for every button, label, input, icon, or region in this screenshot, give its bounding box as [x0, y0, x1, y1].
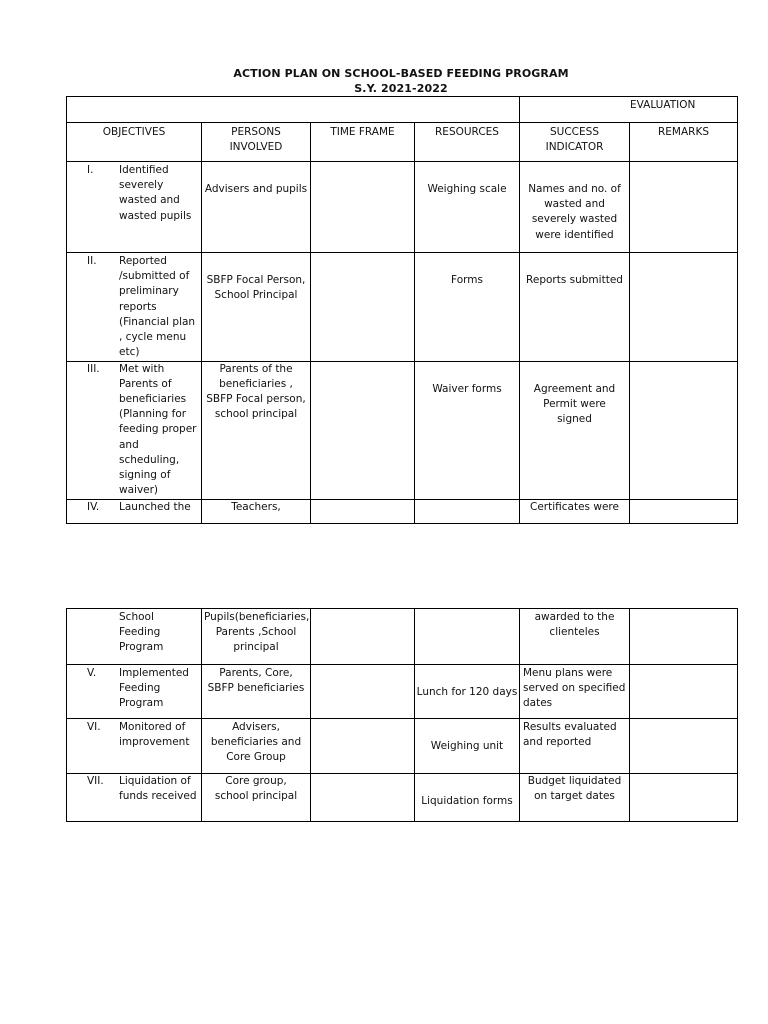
persons-cell: Advisers, beneficiaries and Core Group	[202, 719, 311, 774]
table-row	[67, 665, 738, 719]
success-cell: Certificates were	[520, 499, 630, 523]
row-number: V.	[87, 667, 97, 679]
remarks-cell	[630, 665, 738, 719]
row-number: II.	[87, 255, 97, 267]
persons-cell: Parents of the beneficiaries , SBFP Focal person, school principal	[202, 361, 311, 499]
action-plan-table-part-2	[66, 608, 738, 822]
remarks-header: REMARKS	[630, 123, 738, 162]
table-row	[67, 499, 738, 523]
success-cell: Budget liquidated on target dates	[520, 774, 630, 822]
row-number: VII.	[87, 775, 104, 787]
objective-text: Launched the	[119, 500, 191, 513]
time-frame-cell	[311, 499, 415, 523]
time-frame-cell	[311, 665, 415, 719]
persons-cell: SBFP Focal Person, School Principal	[202, 253, 311, 362]
evaluation-header: EVALUATION	[520, 97, 738, 123]
remarks-cell	[630, 499, 738, 523]
objective-text: School Feeding Program	[119, 611, 164, 654]
row-number: I.	[87, 164, 94, 176]
document-title: ACTION PLAN ON SCHOOL-BASED FEEDING PROGRAM	[233, 67, 569, 80]
resources-cell: Liquidation forms	[415, 774, 520, 822]
remarks-cell	[630, 719, 738, 774]
objectives-header: OBJECTIVES	[67, 123, 202, 162]
persons-cell: Parents, Core, SBFP beneficiaries	[202, 665, 311, 719]
table-row	[67, 253, 738, 362]
table-row	[67, 609, 738, 665]
success-cell: Menu plans were served on specified dates	[520, 665, 630, 719]
time-frame-cell	[311, 253, 415, 362]
time-frame-cell	[311, 774, 415, 822]
objective-text: Reported /submitted of preliminary reports (Financial plan , cycle menu etc)	[119, 255, 196, 359]
success-cell: awarded to the clienteles	[520, 609, 630, 665]
column-header-row	[67, 123, 738, 162]
success-cell: Agreement and Permit were signed	[520, 361, 630, 499]
resources-cell: Lunch for 120 days	[415, 665, 520, 719]
row-number	[67, 610, 119, 656]
action-plan-table-part-1	[66, 96, 738, 524]
time-frame-cell	[311, 609, 415, 665]
resources-cell: Waiver forms	[415, 361, 520, 499]
remarks-cell	[630, 253, 738, 362]
resources-cell	[415, 609, 520, 665]
time-frame-cell	[311, 361, 415, 499]
remarks-cell	[630, 162, 738, 253]
remarks-cell	[630, 361, 738, 499]
persons-cell: Teachers,	[202, 499, 311, 523]
remarks-cell	[630, 774, 738, 822]
objective-text: Monitored of improvement	[119, 721, 190, 749]
persons-cell: Pupils(beneficiaries, Parents ,School principal	[202, 609, 311, 665]
persons-cell: Core group, school principal	[202, 774, 311, 822]
resources-cell: Forms	[415, 253, 520, 362]
remarks-cell	[630, 609, 738, 665]
success-cell: Results evaluated and reported	[520, 719, 630, 774]
persons-cell: Advisers and pupils	[202, 162, 311, 253]
success-cell: Reports submitted	[520, 253, 630, 362]
success-indicator-header: SUCCESS INDICATOR	[520, 123, 630, 162]
time-frame-cell	[311, 719, 415, 774]
persons-involved-header: PERSONS INVOLVED	[202, 123, 311, 162]
table-row	[67, 162, 738, 253]
document-subtitle: S.Y. 2021-2022	[354, 82, 448, 95]
resources-cell	[415, 499, 520, 523]
objective-text: Liquidation of funds received	[119, 775, 197, 803]
objective-text: Identified severely wasted and wasted pupils	[119, 164, 192, 222]
table-row	[67, 719, 738, 774]
evaluation-header-row	[67, 97, 738, 123]
objective-text: Implemented Feeding Program	[119, 667, 189, 710]
objective-text: Met with Parents of beneficiaries (Planning for feeding proper and scheduling, signing of waiver)	[119, 362, 197, 497]
row-number: VI.	[87, 721, 101, 733]
resources-cell: Weighing unit	[415, 719, 520, 774]
row-number: IV.	[87, 500, 100, 513]
time-frame-header: TIME FRAME	[311, 123, 415, 162]
table-row	[67, 774, 738, 822]
success-cell: Names and no. of wasted and severely wasted were identified	[520, 162, 630, 253]
row-number: III.	[87, 362, 100, 375]
resources-cell: Weighing scale	[415, 162, 520, 253]
time-frame-cell	[311, 162, 415, 253]
resources-header: RESOURCES	[415, 123, 520, 162]
table-row	[67, 361, 738, 499]
